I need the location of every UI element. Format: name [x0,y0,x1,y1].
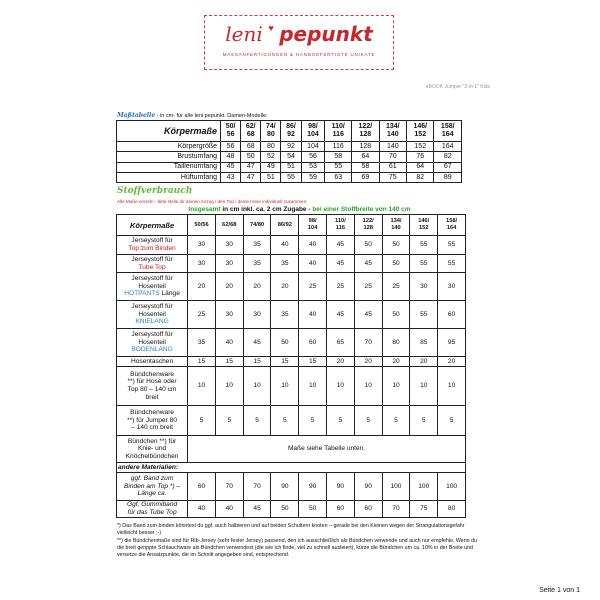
table-header-row [117,215,466,236]
footnote: *) Das Band zum binden könntest du ggf. auch halbieren und auf beiden Schultern knoten – gerade bei den Kleinen wegen der Strangulationsgefahr vielleicht besser ;-) [117,523,465,537]
table-cell: 55 [438,255,466,273]
table-cell: 45 [327,301,355,329]
table-row [117,436,466,463]
table-cell: 70 [379,152,406,162]
table-cell: 10 [327,367,355,406]
table-cell: 20 [438,357,466,367]
table-cell: 45 [354,301,382,329]
table-cell: 51 [281,162,301,172]
table-cell: 15 [299,357,327,367]
table-cell: 5 [188,406,216,436]
table-cell: 55 [325,162,352,172]
fabric-title: Stoffverbrauch [117,186,193,196]
row-label-part: Jerseystoff für Hosenteil [131,331,173,346]
table-cell: 5 [243,406,271,436]
table-cell: 10 [382,367,410,406]
size-table-title-bold: Maßtabelle [117,112,156,119]
header-label: Körpermaße [117,215,188,236]
row-label-part: HOTPANTS [124,290,160,298]
page-number: Seite 1 von 1 [539,587,580,594]
logo-text [205,22,393,47]
table-cell: 30 [438,273,466,301]
table-cell: 15 [188,357,216,367]
table-cell: 58 [352,162,379,172]
size-header: 122/ 128 [354,215,382,236]
table-cell: 5 [271,406,299,436]
row-label-part: Ggf. Gummiband für das Tube Top [126,501,178,516]
table-cell: 164 [434,142,462,152]
section-row [117,463,466,473]
row-label [117,273,188,301]
footnote: **) die Bündchenmaße sind für Rib-Jersey (sehr fester Jersey) passend, den ich ausschließlich als Bündchen verwende und auch nur empfehle. Wenn du die breit gerippte Schlauchware als Bündchen verwendest (die wie ich finde, viel zu schnell ausleiert), kürze die Bündchen um ca. 10% in der Breite und versetze die Ansatzpunkte, die im Schnitt angegeben sind, entsprechend. [117,537,477,559]
table-cell: 152 [407,142,434,152]
fabric-total-c: bei einer Stoffbreite von 140 cm [312,206,411,213]
heart-icon: ♥ [268,23,274,33]
header-label: Körpermaße [117,121,221,142]
row-label-part: Bündchen **) für Knie- und Knöchelbündchen [125,437,179,460]
fabric-note: Alle Maße einzeln - bitte stelle dir deinen Anzug / den Top / deine Hose individuell zusammen: [117,199,308,204]
table-cell: 20 [215,273,243,301]
table-cell: 68 [241,142,261,152]
table-cell: 20 [271,273,299,301]
row-label-part: Tube Top [138,263,166,271]
table-cell: 90 [271,473,299,501]
table-cell: 5 [299,406,327,436]
table-row [117,142,462,152]
size-header: 134/ 140 [382,215,410,236]
table-cell: 90 [354,473,382,501]
table-row [117,406,466,436]
table-cell: 45 [243,501,271,518]
row-label: Brustumfang [117,152,221,162]
table-cell: 80 [382,329,410,357]
table-cell: 100 [410,473,438,501]
table-cell: 20 [410,357,438,367]
row-label [117,357,188,367]
table-cell: 30 [215,236,243,255]
fabric-table [116,214,466,518]
table-row [117,236,466,255]
row-label-part: Top zum Binden [128,245,176,252]
row-label-part: Jerseystoff für Hosenteil [131,275,173,290]
table-cell: 20 [243,273,271,301]
row-label [117,236,188,255]
ebook-label: eBOOK Jumper "3-in-1" Kids [425,84,490,90]
table-cell: 30 [215,255,243,273]
table-cell: 40 [299,255,327,273]
table-cell: 128 [352,142,379,152]
table-cell: 55 [438,236,466,255]
size-header: 86/92 [271,215,299,236]
table-cell: 5 [438,406,466,436]
table-cell: 30 [188,255,216,273]
table-cell: 90 [327,473,355,501]
size-header: 110/ 116 [325,121,352,142]
fabric-total-a: Insgesamt [188,206,221,213]
row-label [117,329,188,357]
size-header: 146/ 152 [407,121,434,142]
table-row [117,301,466,329]
table-cell: 52 [261,152,281,162]
table-row [117,501,466,518]
table-cell: 20 [354,357,382,367]
table-cell: 5 [354,406,382,436]
size-header: 50/ 56 [221,121,241,142]
table-cell: 48 [221,152,241,162]
table-cell: 50 [382,255,410,273]
size-header: 74/ 80 [261,121,281,142]
size-header: 74/80 [243,215,271,236]
table-cell: 15 [243,357,271,367]
table-cell: 25 [299,273,327,301]
table-cell: 50 [382,301,410,329]
table-cell: 69 [352,172,379,182]
table-cell: 50 [271,329,299,357]
table-cell: 25 [327,273,355,301]
table-cell: 35 [271,301,299,329]
table-cell: 40 [215,329,243,357]
table-cell: 82 [407,172,434,182]
size-header: 62/ 68 [241,121,261,142]
table-cell: 76 [407,152,434,162]
table-cell: 59 [301,172,325,182]
table-cell: 82 [434,152,462,162]
table-cell: 60 [188,473,216,501]
table-cell: 70 [354,329,382,357]
table-cell: 50 [354,236,382,255]
table-cell: 20 [327,357,355,367]
size-header: 50/56 [188,215,216,236]
size-header: 146/ 152 [410,215,438,236]
table-cell: 80 [261,142,281,152]
table-cell: 30 [215,301,243,329]
table-row [117,152,462,162]
table-cell: 65 [327,329,355,357]
row-label [117,436,188,463]
table-cell: 89 [434,172,462,182]
table-cell: 60 [327,501,355,518]
table-cell: 30 [410,273,438,301]
row-label-part: ggf. Band zum Binden am Top *) – Länge ca. [123,475,181,498]
table-cell: 5 [215,406,243,436]
row-label: Körpergröße [117,142,221,152]
size-table-title-rest: - in cm- für alle leni pepunkt. Damen-Modelle: [156,113,268,119]
table-cell: 40 [271,236,299,255]
table-row [117,357,466,367]
row-label: Hüftumfang [117,172,221,182]
table-cell: 5 [410,406,438,436]
table-row [117,162,462,172]
table-cell: 60 [438,301,466,329]
table-cell: 5 [382,406,410,436]
table-cell: 100 [382,473,410,501]
table-cell: 50 [271,501,299,518]
table-cell: 35 [271,255,299,273]
table-cell: 90 [299,473,327,501]
table-cell: 60 [354,501,382,518]
row-label: Taillenumfang [117,162,221,172]
logo-name-part1: leni [225,22,263,46]
logo-name-part2: pepunkt [279,22,373,46]
row-label [117,255,188,273]
table-cell: 35 [188,329,216,357]
table-cell: 5 [327,406,355,436]
table-cell: 43 [221,172,241,182]
table-row [117,273,466,301]
table-cell: 47 [241,162,261,172]
table-cell: 45 [243,329,271,357]
row-label [117,301,188,329]
table-cell: 40 [299,236,327,255]
table-row [117,255,466,273]
table-cell: 10 [410,367,438,406]
table-row [117,329,466,357]
table-cell: 40 [299,301,327,329]
table-cell: 10 [271,367,299,406]
logo [204,15,394,70]
size-header: 134/ 140 [379,121,406,142]
size-header: 158/ 164 [438,215,466,236]
table-cell: 10 [299,367,327,406]
table-cell: 58 [325,152,352,162]
table-cell: 70 [215,473,243,501]
table-cell: 80 [438,501,466,518]
table-cell: 55 [410,255,438,273]
table-cell: 92 [281,142,301,152]
table-cell: 20 [188,273,216,301]
table-cell: 67 [434,162,462,172]
table-cell: 60 [299,329,327,357]
table-cell: 47 [241,172,261,182]
table-cell: 95 [438,329,466,357]
table-cell: 45 [354,255,382,273]
table-cell: 55 [410,301,438,329]
table-cell: 35 [243,255,271,273]
table-cell: 20 [382,357,410,367]
table-cell: 30 [243,301,271,329]
row-label-part: BODENLANG [131,346,173,354]
table-cell: 56 [221,142,241,152]
table-cell: 100 [438,473,466,501]
table-cell: 75 [379,172,406,182]
table-cell: 50 [241,152,261,162]
table-cell: 10 [188,367,216,406]
table-cell: 63 [325,172,352,182]
table-cell: 70 [243,473,271,501]
table-cell: 45 [327,255,355,273]
section-label: andere Materialien: [117,463,466,473]
footnotes [117,523,485,559]
table-cell: 50 [382,236,410,255]
fabric-total-note [117,206,482,213]
table-cell: Maße siehe Tabelle unten. [188,436,466,463]
row-label-part: Länge [159,290,180,298]
size-header: 62/68 [215,215,243,236]
table-cell: 70 [382,501,410,518]
table-cell: 10 [215,367,243,406]
table-cell: 75 [410,501,438,518]
table-cell: 45 [327,236,355,255]
table-cell: 61 [379,162,406,172]
logo-tagline: MASSANFERTIGUNGEN & HANDGEFERTIGTE UNIKATE [222,52,376,57]
table-cell: 53 [301,162,325,172]
table-cell: 50 [299,501,327,518]
table-cell: 10 [438,367,466,406]
row-label-part: Jerseystoff für Hosenteil [131,303,173,318]
table-cell: 25 [188,301,216,329]
size-table [116,120,462,183]
table-cell: 64 [352,152,379,162]
table-cell: 54 [281,152,301,162]
table-row [117,473,466,501]
table-cell: 64 [407,162,434,172]
table-cell: 15 [215,357,243,367]
row-label [117,501,188,518]
row-label-part: Jerseystoff für [131,237,173,245]
row-label-part: Hosentaschen [130,357,174,365]
table-cell: 15 [271,357,299,367]
table-cell: 116 [325,142,352,152]
row-label [117,473,188,501]
size-header: 98/ 104 [301,121,325,142]
table-cell: 85 [410,329,438,357]
size-header: 98/ 104 [299,215,327,236]
table-cell: 140 [379,142,406,152]
size-header: 158/ 164 [434,121,462,142]
table-cell: 40 [215,501,243,518]
table-cell: 56 [301,152,325,162]
row-label-part: KNIELANG [135,318,169,326]
table-cell: 55 [281,172,301,182]
table-cell: 104 [301,142,325,152]
table-cell: 25 [382,273,410,301]
table-cell: 40 [188,501,216,518]
row-label-part: Jerseystoff für [131,255,173,263]
table-cell: 45 [221,162,241,172]
size-header: 86/ 92 [281,121,301,142]
table-row [117,172,462,182]
table-cell: 25 [354,273,382,301]
row-label-part: Bündchenware **) für Jumper 80 – 140 cm breit [127,409,177,432]
table-cell: 49 [261,162,281,172]
fabric-total-b: in cm inkl. ca. 2 cm Zugabe - [220,206,313,213]
table-cell: 55 [410,236,438,255]
table-cell: 30 [188,236,216,255]
table-row [117,367,466,406]
table-header-row [117,121,462,142]
size-header: 110/ 116 [327,215,355,236]
table-cell: 35 [243,236,271,255]
size-table-title [117,112,268,119]
size-header: 122/ 128 [352,121,379,142]
table-cell: 51 [261,172,281,182]
row-label-part: Bündchenware **) für Hose oder Top 80 – 140 cm breit [127,370,177,401]
table-cell: 10 [354,367,382,406]
row-label [117,367,188,406]
table-cell: 10 [243,367,271,406]
row-label [117,406,188,436]
